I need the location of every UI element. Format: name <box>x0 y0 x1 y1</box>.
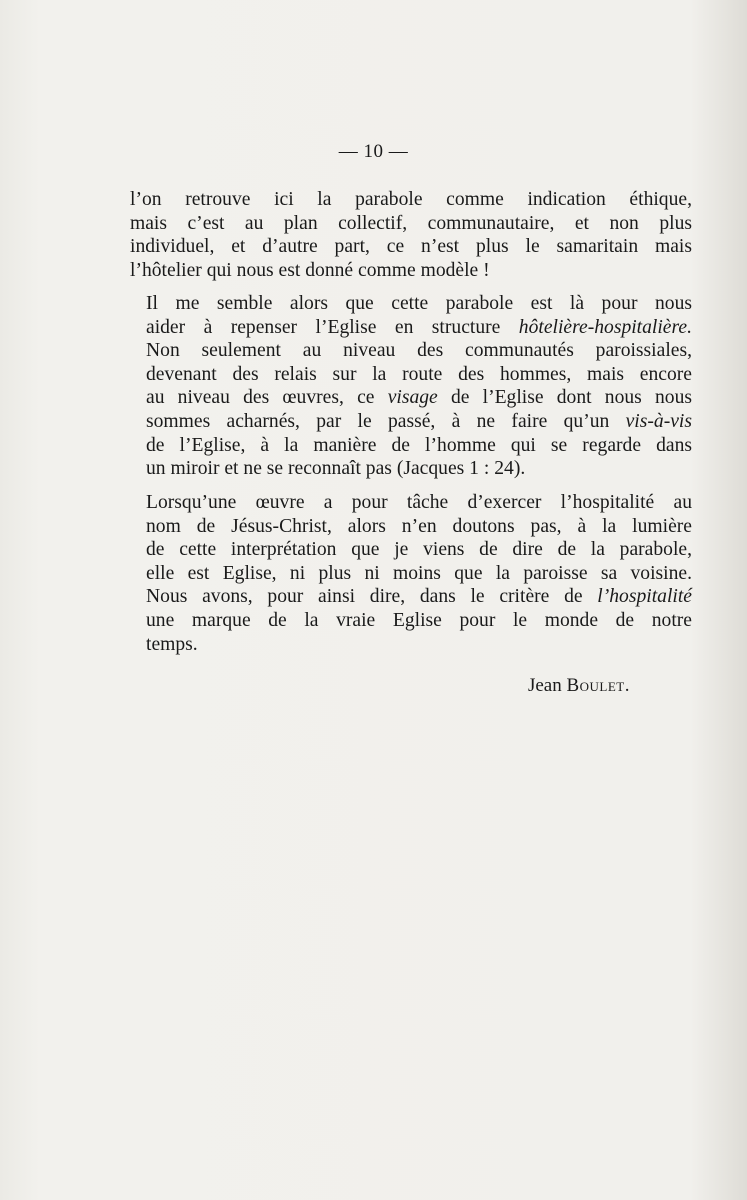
text-run: mais c’est au plan collectif, communautaire, et non plus <box>130 212 692 234</box>
text-line <box>130 188 692 212</box>
author-first-name: Jean <box>527 675 562 696</box>
text-run: elle est Eglise, ni plus ni moins que la paroisse sa voisine. <box>146 562 692 584</box>
author-last-name: Boulet. <box>566 675 630 696</box>
text-run: Non seulement au niveau des communautés paroissiales, <box>146 340 692 362</box>
text-run: un miroir et ne se reconnaît pas (Jacques 1 : 24). <box>146 458 526 480</box>
text-run: de cette interprétation que je viens de dire de la parabole, <box>146 539 692 561</box>
text-run: Nous avons, pour ainsi dire, dans le critère de <box>146 586 598 608</box>
italic-text: l’hospitalité <box>597 586 692 608</box>
text-run: l’hôtelier qui nous est donné comme modèle ! <box>130 259 490 281</box>
text-run: au niveau des œuvres, ce <box>146 387 388 409</box>
text-run: l’on retrouve ici la parabole comme indication éthique, <box>130 189 692 210</box>
page-number: — 10 — <box>338 141 409 162</box>
text-line <box>130 363 692 387</box>
italic-text: hôtelière-hospitalière. <box>518 316 692 338</box>
text-run: une marque de la vraie Eglise pour le monde de notre <box>146 609 692 631</box>
text-line <box>130 410 692 434</box>
text-line <box>130 457 692 481</box>
text-line <box>130 562 692 586</box>
text-run: individuel, et d’autre part, ce n’est plus le samaritain mais <box>130 236 692 258</box>
text-line <box>130 609 692 633</box>
text-line <box>130 316 692 340</box>
text-line <box>130 515 692 539</box>
text-line <box>130 633 692 657</box>
text-run: aider à repenser l’Eglise en structure <box>146 316 519 338</box>
author-signature <box>528 675 630 697</box>
paragraph-3 <box>130 491 692 656</box>
text-line <box>130 292 692 316</box>
text-line <box>130 235 692 259</box>
text-run: Il me semble alors que cette parabole est là pour nous <box>146 293 692 314</box>
text-run: temps. <box>146 633 198 655</box>
text-line <box>130 339 692 363</box>
text-run: nom de Jésus-Christ, alors n’en doutons pas, à la lumière <box>146 515 692 537</box>
text-line <box>130 585 692 609</box>
italic-text: visage <box>387 387 438 409</box>
text-line <box>130 491 692 515</box>
text-run: de l’Eglise dont nous nous <box>437 387 693 409</box>
text-run: devenant des relais sur la route des hommes, mais encore <box>146 363 692 385</box>
text-line <box>130 212 692 236</box>
text-run: sommes acharnés, par le passé, à ne faire qu’un <box>146 410 626 432</box>
text-line <box>130 259 692 283</box>
text-run: Lorsqu’une œuvre a pour tâche d’exercer l’hospitalité au <box>146 492 692 513</box>
text-line <box>130 386 692 410</box>
text-line <box>130 434 692 458</box>
paragraph-1 <box>130 188 692 282</box>
text-line <box>130 538 692 562</box>
italic-text: vis-à-vis <box>625 410 692 432</box>
paragraph-2 <box>130 292 692 481</box>
text-run: de l’Eglise, à la manière de l’homme qui se regarde dans <box>146 434 692 456</box>
